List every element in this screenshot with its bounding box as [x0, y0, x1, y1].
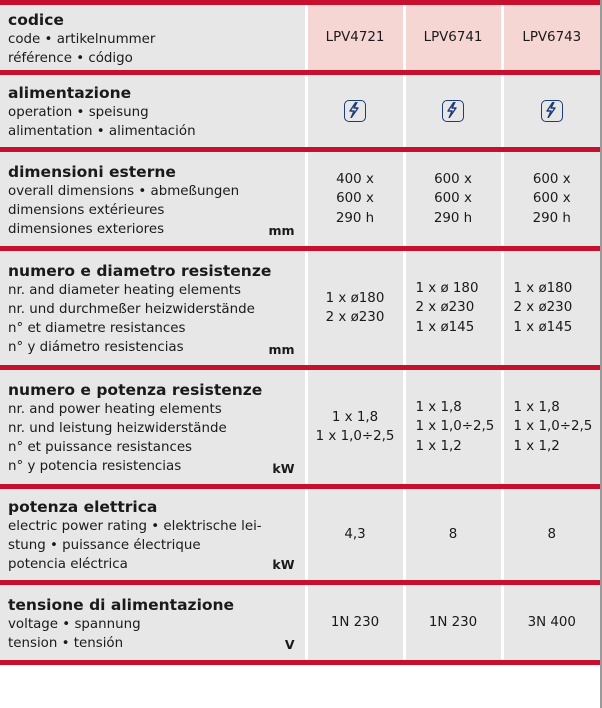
row-subtitle: voltage • spannung: [8, 616, 141, 632]
value-cell: 1N 230: [404, 585, 502, 660]
row-subtitle: operation • speisung: [8, 105, 149, 120]
value-line: 1 x ø145: [415, 319, 475, 335]
row-subtitle: dimensions extérieures: [8, 202, 165, 218]
row-subtitle: alimentation • alimentación: [8, 124, 196, 139]
row-subtitle: stung • puissance électrique: [8, 538, 201, 553]
row-subtitle: overall dimensions • abmeßungen: [8, 183, 240, 199]
row-heating-diameter: [0, 251, 600, 365]
electric-bolt-icon: [541, 100, 563, 122]
row-subtitle: electric power rating • elektrische lei-: [8, 519, 262, 534]
row-subtitle: nr. and diameter heating elements: [8, 283, 242, 298]
unit-label: mm: [268, 223, 295, 238]
row-subtitle: n° y diámetro resistencias: [8, 340, 184, 355]
value-line: 1 x ø180: [325, 290, 385, 306]
row-electric-power: [0, 489, 600, 580]
row-subtitle: n° et diametre resistances: [8, 321, 186, 336]
value-cell: [502, 370, 600, 484]
value-line: 1 x 1,2: [513, 438, 560, 454]
row-heating-power: [0, 370, 600, 484]
value-line: 290 h: [335, 210, 375, 226]
electric-bolt-icon: [442, 100, 464, 122]
value-cell: 8: [404, 489, 502, 580]
value-line: 1 x ø145: [513, 319, 573, 335]
row-subtitle: nr. and power heating elements: [8, 402, 222, 417]
row-dimensions: [0, 152, 600, 246]
row-label: [0, 75, 306, 147]
value-cell: [306, 370, 404, 484]
row-voltage: [0, 585, 600, 660]
row-subtitle: nr. und durchmeßer heizwiderstände: [8, 302, 255, 317]
row-subtitle: tension • tensión: [8, 635, 124, 651]
value-line: 600 x: [336, 191, 374, 207]
value-line: 1 x 1,8: [513, 399, 560, 415]
row-label: [0, 152, 306, 246]
model-header-cell: LPV6741: [404, 5, 502, 70]
row-subtitle: référence • código: [8, 50, 133, 66]
value-line: 1 x 1,0÷2,5: [513, 419, 593, 435]
value-cell: [306, 75, 404, 147]
value-cell: 4,3: [306, 489, 404, 580]
value-cell: [502, 75, 600, 147]
row-label: [0, 585, 306, 660]
row-label: [0, 370, 306, 484]
row-title: codice: [8, 10, 64, 29]
row-label: [0, 251, 306, 365]
unit-label: V: [284, 637, 295, 652]
row-title: numero e potenza resistenze: [8, 381, 263, 399]
value-line: 2 x ø230: [513, 300, 573, 316]
value-line: 1 x 1,2: [415, 438, 462, 454]
unit-label: kW: [272, 461, 295, 476]
value-line: 290 h: [532, 210, 571, 226]
value-line: 400 x: [336, 171, 374, 187]
row-subtitle: n° et puissance resistances: [8, 440, 193, 455]
row-label: [0, 5, 306, 70]
value-line: 1 x ø 180: [415, 280, 479, 296]
value-line: 1 x 1,8: [331, 409, 379, 425]
row-title: tensione di alimentazione: [8, 595, 235, 614]
model-header-cell: LPV4721: [306, 5, 404, 70]
row-subtitle: dimensiones exteriores: [8, 221, 165, 237]
row-title: potenza elettrica: [8, 498, 158, 516]
value-line: 600 x: [434, 191, 472, 207]
value-line: 600 x: [434, 171, 472, 187]
unit-label: mm: [268, 342, 295, 357]
row-subtitle: code • artikelnummer: [8, 31, 156, 47]
value-cell: [404, 370, 502, 484]
value-line: 1 x 1,0÷2,5: [315, 429, 395, 444]
value-cell: [306, 152, 404, 246]
value-line: 600 x: [532, 171, 571, 187]
model-header-cell: LPV6743: [502, 5, 600, 70]
value-line: 2 x ø230: [415, 300, 475, 316]
row-separator: [0, 660, 600, 665]
value-line: 290 h: [433, 210, 473, 226]
row-subtitle: potencia eléctrica: [8, 557, 128, 572]
row-title: numero e diametro resistenze: [8, 262, 272, 280]
value-cell: [404, 251, 502, 365]
value-line: 600 x: [532, 191, 571, 207]
row-subtitle: n° y potencia resistencias: [8, 459, 182, 474]
row-subtitle: nr. und leistung heizwiderstände: [8, 421, 227, 436]
electric-bolt-icon: [344, 100, 366, 122]
row-operation: [0, 75, 600, 147]
value-cell: [404, 75, 502, 147]
value-cell: [502, 251, 600, 365]
value-cell: [404, 152, 502, 246]
value-cell: [306, 251, 404, 365]
row-title: alimentazione: [8, 84, 132, 102]
row-title: dimensioni esterne: [8, 162, 176, 181]
value-cell: 8: [502, 489, 600, 580]
unit-label: kW: [272, 557, 295, 572]
value-line: 1 x 1,0÷2,5: [415, 419, 495, 435]
row-label: [0, 489, 306, 580]
value-cell: [502, 152, 600, 246]
value-line: 1 x 1,8: [415, 399, 462, 415]
value-cell: 1N 230: [306, 585, 404, 660]
row-code: [0, 5, 600, 70]
value-cell: 3N 400: [502, 585, 600, 660]
value-line: 1 x ø180: [513, 280, 573, 296]
value-line: 2 x ø230: [325, 310, 385, 325]
